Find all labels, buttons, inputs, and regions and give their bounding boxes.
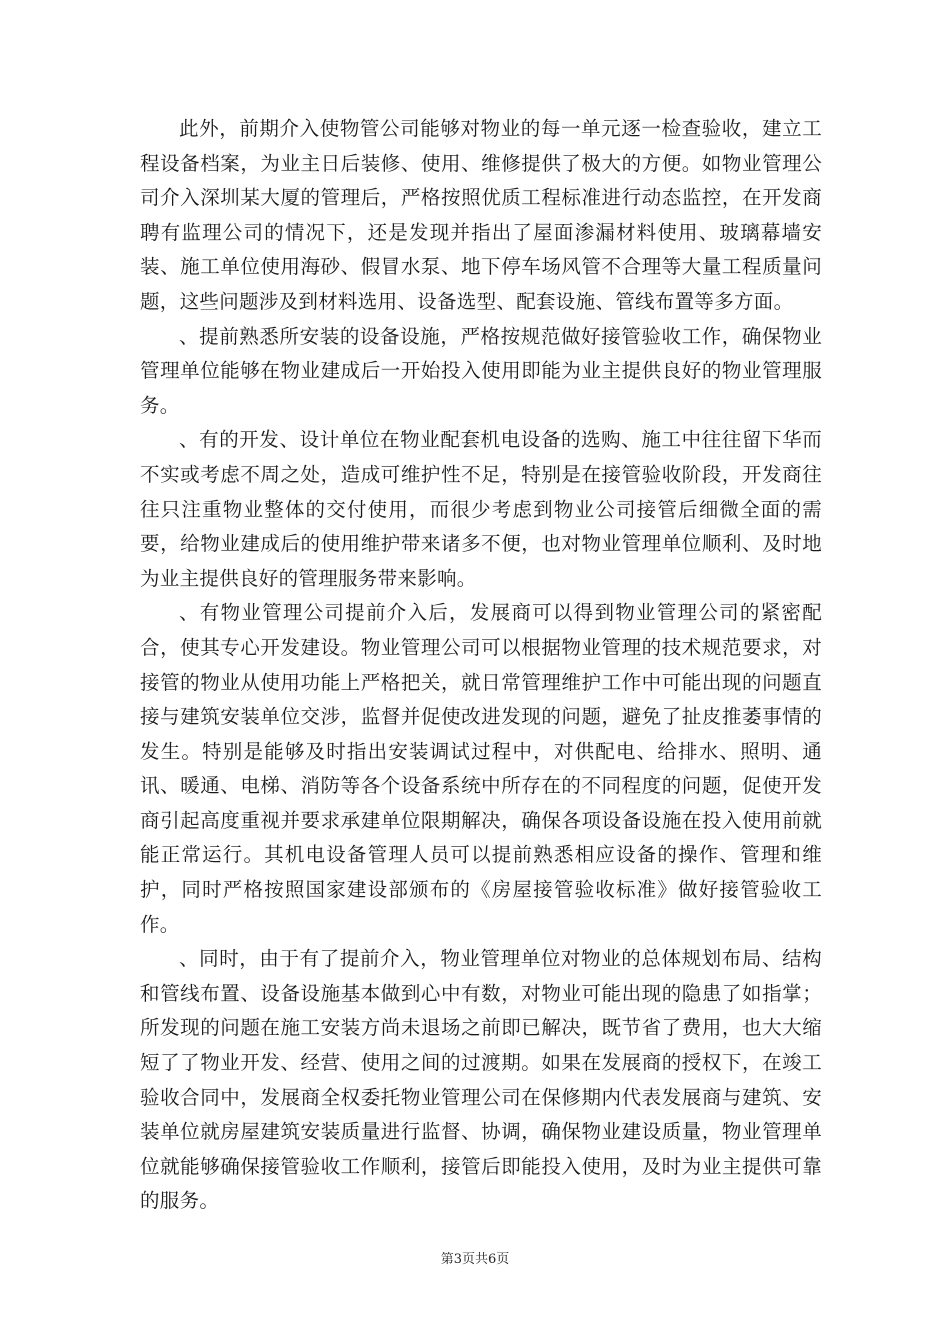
- page-number-footer: 第3页共6页: [440, 1252, 510, 1267]
- paragraph: 此外，前期介入使物管公司能够对物业的每一单元逐一检查验收，建立工程设备档案，为业主日后装修、使用、维修提供了极大的方便。如物业管理公司介入深圳某大厦的管理后，严格按照优质工程标准进行动态监控，在开发商聘有监理公司的情况下，还是发现并指出了屋面渗漏材料使用、玻璃幕墙安装、施工单位使用海砂、假冒水泵、地下停车场风管不合理等大量工程质量问题，这些问题涉及到材料选用、设备选型、配套设施、管线布置等多方面。: [140, 117, 822, 313]
- paragraph: 、同时，由于有了提前介入，物业管理单位对物业的总体规划布局、结构和管线布置、设备设施基本做到心中有数，对物业可能出现的隐患了如指掌；所发现的问题在施工安装方尚未退场之前即已解决，既节省了费用，也大大缩短了了物业开发、经营、使用之间的过渡期。如果在发展商的授权下，在竣工验收合同中，发展商全权委托物业管理公司在保修期内代表发展商与建筑、安装单位就房屋建筑安装质量进行监督、协调，确保物业建设质量，物业管理单位就能够确保接管验收工作顺利，接管后即能投入使用，及时为业主提供可靠的服务。: [140, 947, 822, 1213]
- paragraph: 、提前熟悉所安装的设备设施，严格按规范做好接管验收工作，确保物业管理单位能够在物业建成后一开始投入使用即能为业主提供良好的物业管理服务。: [140, 324, 822, 417]
- document-body: [140, 112, 822, 1219]
- paragraph: 、有的开发、设计单位在物业配套机电设备的选购、施工中往往留下华而不实或考虑不周之处，造成可维护性不足，特别是在接管验收阶段，开发商往往只注重物业整体的交付使用，而很少考虑到物业公司接管后细微全面的需要，给物业建成后的使用维护带来诸多不便，也对物业管理单位顺利、及时地为业主提供良好的管理服务带来影响。: [140, 428, 822, 590]
- paragraph: 、有物业管理公司提前介入后，发展商可以得到物业管理公司的紧密配合，使其专心开发建设。物业管理公司可以根据物业管理的技术规范要求，对接管的物业从使用功能上严格把关，就日常管理维护工作中可能出现的问题直接与建筑安装单位交涉，监督并促使改进发现的问题，避免了扯皮推萎事情的发生。特别是能够及时指出安装调试过程中，对供配电、给排水、照明、通讯、暖通、电梯、消防等各个设备系统中所存在的不同程度的问题，促使开发商引起高度重视并要求承建单位限期解决，确保各项设备设施在投入使用前就能正常运行。其机电设备管理人员可以提前熟悉相应设备的操作、管理和维护，同时严格按照国家建设部颁布的《房屋接管验收标准》做好接管验收工作。: [140, 601, 822, 936]
